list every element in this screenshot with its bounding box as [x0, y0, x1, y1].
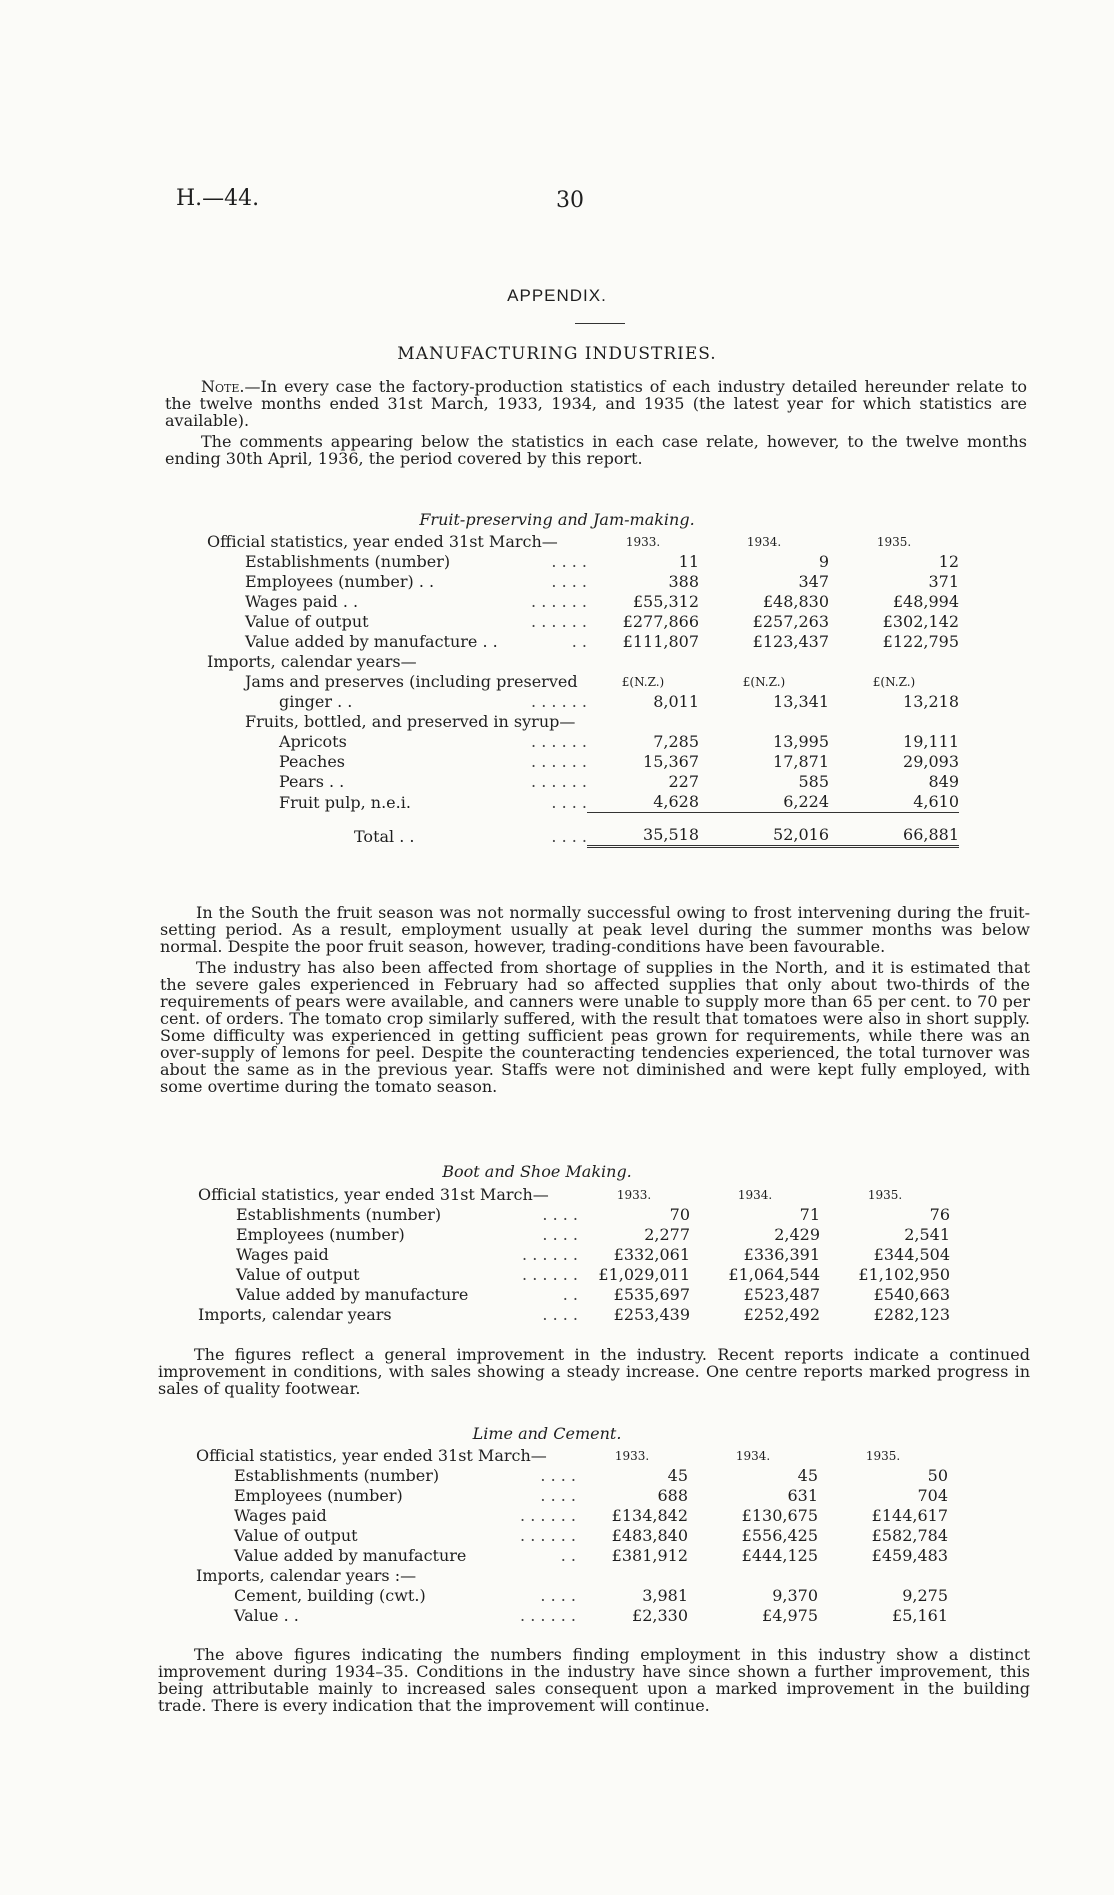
fruit-table	[207, 532, 959, 867]
row-label: Wages paid . .	[245, 592, 359, 611]
row-label: Cement, building (cwt.)	[234, 1586, 426, 1605]
cell: 50	[927, 1466, 948, 1485]
leader-dots: . . . . . .	[520, 1606, 576, 1625]
cell: 849	[928, 772, 959, 791]
cell: 17,871	[773, 752, 829, 771]
table-row	[196, 1586, 948, 1606]
appendix-title: APPENDIX.	[507, 286, 607, 305]
table-row	[196, 1526, 948, 1546]
leader-dots: . .	[562, 1285, 578, 1304]
cell: 13,995	[773, 732, 829, 751]
cell: 227	[668, 772, 699, 791]
table-row	[196, 1566, 948, 1586]
table-row	[207, 712, 959, 732]
cell: £123,437	[752, 632, 829, 651]
cell: £336,391	[743, 1245, 820, 1264]
leader-dots: . . . .	[542, 1225, 578, 1244]
cell: 2,277	[644, 1225, 690, 1244]
table-row	[198, 1305, 950, 1325]
table-row	[207, 592, 959, 612]
leader-dots: . . . . . .	[531, 692, 587, 711]
imports-heading: Imports, calendar years—	[207, 652, 417, 671]
cell: 70	[669, 1205, 690, 1224]
table-row	[207, 672, 959, 692]
table-row	[196, 1606, 948, 1626]
year-1934: 1934.	[737, 1188, 773, 1202]
fruit-comment-1: In the South the fruit season was not normally successful owing to frost intervening during the fruit-setting period. As a result, employment usually at peak level during the summer months was below normal. Despite the poor fruit season, however, trading-conditions have been favourable.	[160, 903, 1030, 956]
table-row	[207, 732, 959, 752]
total-cell: 52,016	[699, 813, 829, 847]
note-label: Note.	[201, 377, 245, 396]
jams-label: Jams and preserves (including preserved	[245, 672, 578, 691]
cell: £253,439	[613, 1305, 690, 1324]
cell: £130,675	[741, 1506, 818, 1525]
cell: £2,330	[632, 1606, 688, 1625]
table-row	[207, 632, 959, 652]
cell: £582,784	[871, 1526, 948, 1545]
year-1935: 1935.	[867, 1188, 903, 1202]
leader-dots: . . . .	[551, 572, 587, 591]
cell: £4,975	[762, 1606, 818, 1625]
year-1934: 1934.	[746, 535, 782, 549]
cell: 2,541	[904, 1225, 950, 1244]
cell: 9,275	[902, 1586, 948, 1605]
leader-dots: . . . . . .	[522, 1265, 578, 1284]
table-row	[198, 1285, 950, 1305]
cell: 11	[678, 552, 699, 571]
fruit-heading: Official statistics, year ended 31st March—	[207, 532, 558, 551]
lime-heading: Official statistics, year ended 31st March—	[196, 1446, 547, 1465]
cell: £257,263	[752, 612, 829, 631]
leader-dots: . . . .	[540, 1466, 576, 1485]
table-row	[207, 572, 959, 592]
cell: £1,064,544	[728, 1265, 820, 1284]
cell: £252,492	[743, 1305, 820, 1324]
currency-label: £(N.Z.)	[621, 675, 665, 689]
cell: £302,142	[882, 612, 959, 631]
title-divider	[575, 323, 625, 324]
cell: 6,224	[783, 792, 829, 811]
cell: 76	[929, 1205, 950, 1224]
row-label: Establishments (number)	[234, 1466, 440, 1485]
table-row	[198, 1245, 950, 1265]
cell: 8,011	[653, 692, 699, 711]
table-row	[198, 1265, 950, 1285]
row-label: Establishments (number)	[245, 552, 451, 571]
cell: 631	[787, 1486, 818, 1505]
cell: 347	[798, 572, 829, 591]
cell: 13,341	[773, 692, 829, 711]
cell: 4,628	[653, 792, 699, 811]
leader-dots: . .	[560, 1546, 576, 1565]
leader-dots: . . . . . .	[531, 592, 587, 611]
fruit-comment-2: The industry has also been affected from shortage of supplies in the North, and it is estimated that the severe gales experienced in February had so affected supplies that only about two-thirds of the requirements of pears were available, and canners were unable to supply more than 65 per cent. to 70 per cent. of orders. The tomato crop similarly suffered, with the result that tomatoes were also in short supply. Some difficulty was experienced in getting sufficient peas grown for requirements, while there was an over-supply of lemons for peel. Despite the counteracting tendencies experienced, the total turnover was about the same as in the previous year. Staffs were not diminished and were kept fully employed, with some overtime during the tomato season.	[160, 958, 1030, 1096]
table-row	[196, 1546, 948, 1566]
lime-table	[196, 1446, 948, 1626]
section-title: MANUFACTURING INDUSTRIES.	[397, 344, 717, 364]
cell: £1,029,011	[598, 1265, 690, 1284]
cell: £332,061	[613, 1245, 690, 1264]
cell: £535,697	[613, 1285, 690, 1304]
row-label: Value of output	[234, 1526, 358, 1545]
leader-dots: . . . . . .	[531, 732, 587, 751]
year-1935: 1935.	[876, 535, 912, 549]
row-label: Imports, calendar years	[198, 1305, 392, 1324]
table-row	[196, 1486, 948, 1506]
table-row	[198, 1185, 950, 1205]
boot-heading: Official statistics, year ended 31st March—	[198, 1185, 549, 1204]
cell: £540,663	[873, 1285, 950, 1304]
row-label: Apricots	[279, 732, 347, 751]
total-label: Total . .	[354, 826, 415, 846]
leader-dots: . . . .	[540, 1486, 576, 1505]
year-1934: 1934.	[735, 1449, 771, 1463]
row-label: Value added by manufacture	[236, 1285, 469, 1304]
cell: 2,429	[774, 1225, 820, 1244]
leader-dots: . . . . . .	[531, 752, 587, 771]
cell: 371	[928, 572, 959, 591]
cell: £1,102,950	[858, 1265, 950, 1284]
row-label: Peaches	[279, 752, 345, 771]
leader-dots: . . . . . .	[531, 612, 587, 631]
leader-dots: . . . .	[551, 552, 587, 571]
cell: £556,425	[741, 1526, 818, 1545]
table-rule	[207, 847, 959, 867]
total-cell: 66,881	[829, 813, 959, 847]
leader-dots: . . . .	[542, 1205, 578, 1224]
currency-label: £(N.Z.)	[872, 675, 916, 689]
leader-dots: . . . .	[540, 1586, 576, 1605]
table-row	[207, 752, 959, 772]
cell: £122,795	[882, 632, 959, 651]
table-row	[207, 612, 959, 632]
year-1935: 1935.	[865, 1449, 901, 1463]
cell: 9,370	[772, 1586, 818, 1605]
fruits-heading: Fruits, bottled, and preserved in syrup—	[245, 712, 576, 731]
cell: £277,866	[622, 612, 699, 631]
boot-table	[198, 1185, 950, 1325]
table-row	[196, 1446, 948, 1466]
cell: 71	[799, 1205, 820, 1224]
currency-label: £(N.Z.)	[742, 675, 786, 689]
row-label: ginger . .	[279, 692, 353, 711]
row-label: Value of output	[236, 1265, 360, 1284]
cell: £459,483	[871, 1546, 948, 1565]
year-1933: 1933.	[614, 1449, 650, 1463]
cell: 585	[798, 772, 829, 791]
year-1933: 1933.	[625, 535, 661, 549]
table-row	[207, 532, 959, 552]
table-row	[196, 1506, 948, 1526]
cell: 388	[668, 572, 699, 591]
cell: 704	[917, 1486, 948, 1505]
page-number: 30	[556, 188, 584, 213]
table-row	[207, 652, 959, 672]
note-text: —In every case the factory-production statistics of each industry detailed hereunder relate to the twelve months ended 31st March, 1933, 1934, and 1935 (the latest year for which statistics are available).	[165, 377, 1027, 430]
leader-dots: . . . .	[551, 792, 587, 812]
leader-dots: . . . . . .	[531, 772, 587, 791]
row-label: Value . .	[234, 1606, 299, 1625]
cell: 29,093	[903, 752, 959, 771]
row-label: Employees (number)	[234, 1486, 403, 1505]
row-label: Establishments (number)	[236, 1205, 442, 1224]
leader-dots: . .	[571, 632, 587, 651]
row-label: Pears . .	[279, 772, 345, 791]
imports-heading: Imports, calendar years :—	[196, 1566, 417, 1585]
cell: £344,504	[873, 1245, 950, 1264]
cell: £483,840	[611, 1526, 688, 1545]
cell: 19,111	[903, 732, 959, 751]
cell: 15,367	[643, 752, 699, 771]
table-row	[198, 1205, 950, 1225]
leader-dots: . . . .	[542, 1305, 578, 1324]
table-row	[198, 1225, 950, 1245]
table-row	[207, 552, 959, 572]
cell: 45	[667, 1466, 688, 1485]
cell: 12	[938, 552, 959, 571]
table-row	[207, 692, 959, 712]
cell: £48,994	[892, 592, 959, 611]
row-label: Value added by manufacture . .	[245, 632, 498, 651]
cell: £5,161	[892, 1606, 948, 1625]
cell: £381,912	[611, 1546, 688, 1565]
cell: 13,218	[903, 692, 959, 711]
cell: £144,617	[871, 1506, 948, 1525]
cell: 9	[818, 552, 829, 571]
note-paragraph	[165, 378, 1027, 429]
row-label: Value of output	[245, 612, 369, 631]
total-cell: 35,518	[587, 813, 699, 847]
cell: 3,981	[642, 1586, 688, 1605]
row-label: Employees (number)	[236, 1225, 405, 1244]
cell: 688	[657, 1486, 688, 1505]
cell: £134,842	[611, 1506, 688, 1525]
cell: 45	[797, 1466, 818, 1485]
note-paragraph-2: The comments appearing below the statistics in each case relate, however, to the twelve months ending 30th April, 1936, the period covered by this report.	[165, 432, 1027, 468]
year-1933: 1933.	[616, 1188, 652, 1202]
table-row	[207, 792, 959, 813]
fruit-section-title: Fruit-preserving and Jam-making.	[419, 510, 695, 529]
row-label: Wages paid	[236, 1245, 329, 1264]
row-label: Wages paid	[234, 1506, 327, 1525]
cell: £282,123	[873, 1305, 950, 1324]
cell: £523,487	[743, 1285, 820, 1304]
boot-comment: The figures reflect a general improvement in the industry. Recent reports indicate a continued improvement in conditions, with sales showing a steady increase. One centre reports marked progress in sales of quality footwear.	[158, 1345, 1030, 1398]
lime-comment: The above figures indicating the numbers finding employment in this industry show a distinct improvement during 1934–35. Conditions in the industry have since shown a further improvement, this being attributable mainly to increased sales consequent upon a marked improvement in the building trade. There is every indication that the improvement will continue.	[158, 1645, 1030, 1715]
cell: £444,125	[741, 1546, 818, 1565]
cell: £111,807	[622, 632, 699, 651]
boot-section-title: Boot and Shoe Making.	[442, 1162, 632, 1181]
table-row	[207, 772, 959, 792]
report-code: H.—44.	[176, 186, 260, 211]
row-label: Fruit pulp, n.e.i.	[279, 792, 411, 812]
leader-dots: . . . . . .	[520, 1526, 576, 1545]
leader-dots: . . . . . .	[522, 1245, 578, 1264]
leader-dots: . . . .	[551, 826, 587, 846]
cell: 7,285	[653, 732, 699, 751]
cell: £55,312	[632, 592, 699, 611]
cell: 4,610	[913, 792, 959, 811]
table-row	[196, 1466, 948, 1486]
cell: £48,830	[762, 592, 829, 611]
leader-dots: . . . . . .	[520, 1506, 576, 1525]
table-row	[207, 813, 959, 847]
row-label: Employees (number) . .	[245, 572, 435, 591]
lime-section-title: Lime and Cement.	[472, 1424, 622, 1443]
row-label: Value added by manufacture	[234, 1546, 467, 1565]
